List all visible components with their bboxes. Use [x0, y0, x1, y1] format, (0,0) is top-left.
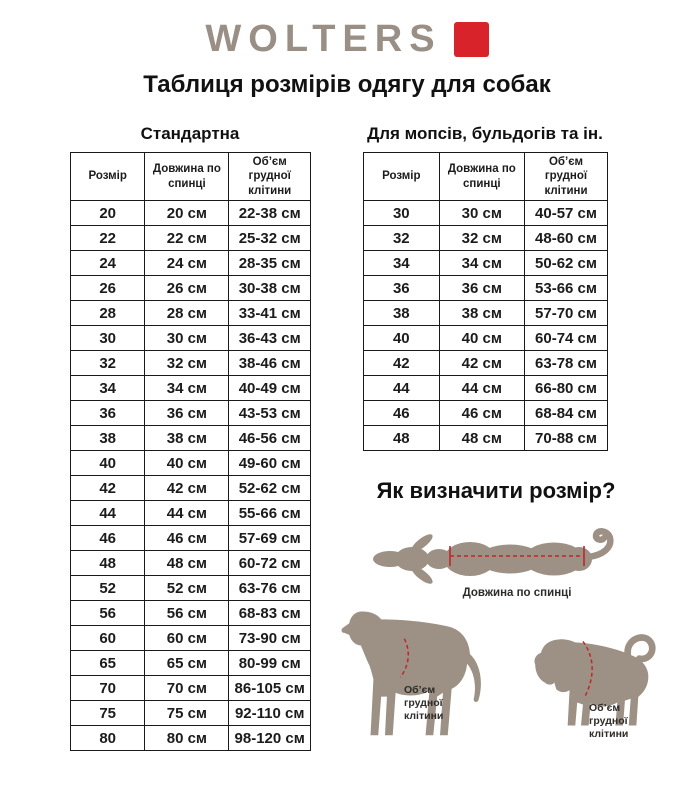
table-row [71, 326, 311, 351]
table-cell: 30 [71, 326, 145, 351]
table-cell: 34 [364, 251, 440, 276]
brand-logo [0, 20, 694, 58]
table-cell: 32 см [145, 351, 229, 376]
column-header: Об’єм грудної клітини [525, 153, 608, 201]
table-cell: 66-80 см [525, 376, 608, 401]
table-row [71, 626, 311, 651]
table-row [71, 426, 311, 451]
table-cell: 33-41 см [229, 301, 311, 326]
table-cell: 75 см [145, 701, 229, 726]
table-row [71, 501, 311, 526]
table-cell: 57-69 см [229, 526, 311, 551]
table-cell: 80-99 см [229, 651, 311, 676]
table-row [364, 301, 608, 326]
table-cell: 36 [364, 276, 440, 301]
table-header-row [364, 153, 608, 201]
table-row [364, 351, 608, 376]
dog-top-view-silhouette [372, 528, 662, 588]
table-cell: 52 [71, 576, 145, 601]
table-cell: 43-53 см [229, 401, 311, 426]
table-cell: 70 см [145, 676, 229, 701]
table-row [364, 326, 608, 351]
table-row [364, 201, 608, 226]
table-cell: 50-62 см [525, 251, 608, 276]
table-row [71, 526, 311, 551]
table-cell: 60-72 см [229, 551, 311, 576]
table-row [364, 376, 608, 401]
table-cell: 56 [71, 601, 145, 626]
table-row [71, 301, 311, 326]
table-cell: 98-120 см [229, 726, 311, 751]
table-cell: 48 [71, 551, 145, 576]
standard-size-table [70, 152, 311, 751]
table-cell: 36-43 см [229, 326, 311, 351]
table-cell: 70-88 см [525, 426, 608, 451]
table-cell: 40-49 см [229, 376, 311, 401]
table-cell: 38 см [145, 426, 229, 451]
table-cell: 26 см [145, 276, 229, 301]
table-cell: 34 [71, 376, 145, 401]
table-row [364, 226, 608, 251]
table-cell: 65 см [145, 651, 229, 676]
table-cell: 40 см [439, 326, 524, 351]
table-cell: 32 см [439, 226, 524, 251]
table-cell: 80 см [145, 726, 229, 751]
table-row [71, 576, 311, 601]
back-length-label: Довжина по спинці [462, 587, 572, 599]
table-cell: 36 см [145, 401, 229, 426]
table-cell: 24 [71, 251, 145, 276]
table-cell: 32 [364, 226, 440, 251]
table-cell: 46-56 см [229, 426, 311, 451]
table-cell: 48 см [145, 551, 229, 576]
table-cell: 75 [71, 701, 145, 726]
table-cell: 80 [71, 726, 145, 751]
column-header: Об’єм грудної клітини [229, 153, 311, 201]
table-cell: 25-32 см [229, 226, 311, 251]
table-row [71, 476, 311, 501]
table-cell: 32 [71, 351, 145, 376]
table-cell: 63-76 см [229, 576, 311, 601]
table-row [71, 651, 311, 676]
pug-table-caption: Для мопсів, бульдогів та ін. [367, 124, 603, 143]
table-cell: 68-83 см [229, 601, 311, 626]
table-cell: 73-90 см [229, 626, 311, 651]
table-cell: 36 [71, 401, 145, 426]
table-cell: 65 [71, 651, 145, 676]
table-row [71, 226, 311, 251]
table-cell: 44 см [439, 376, 524, 401]
table-cell: 60-74 см [525, 326, 608, 351]
table-cell: 60 [71, 626, 145, 651]
table-cell: 48 см [439, 426, 524, 451]
table-cell: 22 см [145, 226, 229, 251]
pug-bulldog-size-table [363, 152, 608, 451]
table-row [71, 376, 311, 401]
table-cell: 42 см [145, 476, 229, 501]
table-cell: 22 [71, 226, 145, 251]
table-cell: 70 [71, 676, 145, 701]
column-header: Розмір [364, 153, 440, 201]
table-cell: 30 см [439, 201, 524, 226]
table-cell: 55-66 см [229, 501, 311, 526]
table-row [71, 451, 311, 476]
table-row [364, 276, 608, 301]
column-header: Довжина по спинці [145, 153, 229, 201]
table-cell: 20 см [145, 201, 229, 226]
brand-logo-square-icon [454, 22, 489, 57]
table-cell: 68-84 см [525, 401, 608, 426]
table-cell: 46 см [145, 526, 229, 551]
chest-volume-label: Об’єм грудної клітини [404, 684, 444, 722]
table-row [71, 676, 311, 701]
table-cell: 34 см [439, 251, 524, 276]
table-header-row [71, 153, 311, 201]
table-cell: 40-57 см [525, 201, 608, 226]
table-cell: 49-60 см [229, 451, 311, 476]
table-row [71, 726, 311, 751]
table-cell: 44 см [145, 501, 229, 526]
chest-volume-label: Об’єм грудної клітини [589, 702, 629, 740]
table-cell: 24 см [145, 251, 229, 276]
table-cell: 30-38 см [229, 276, 311, 301]
column-header: Довжина по спинці [439, 153, 524, 201]
table-cell: 26 [71, 276, 145, 301]
brand-logo-text: WOLTERS [205, 18, 442, 60]
table-cell: 46 [71, 526, 145, 551]
table-row [71, 201, 311, 226]
table-cell: 60 см [145, 626, 229, 651]
table-cell: 36 см [439, 276, 524, 301]
table-cell: 38 [71, 426, 145, 451]
table-row [364, 401, 608, 426]
table-cell: 38 см [439, 301, 524, 326]
table-cell: 48 [364, 426, 440, 451]
table-row [364, 251, 608, 276]
table-cell: 44 [71, 501, 145, 526]
table-cell: 20 [71, 201, 145, 226]
table-cell: 52-62 см [229, 476, 311, 501]
table-row [71, 601, 311, 626]
table-cell: 42 [71, 476, 145, 501]
guide-heading: Як визначити розмір? [376, 478, 616, 503]
table-row [71, 251, 311, 276]
table-cell: 28-35 см [229, 251, 311, 276]
table-cell: 28 см [145, 301, 229, 326]
table-row [71, 351, 311, 376]
table-cell: 38-46 см [229, 351, 311, 376]
table-cell: 42 [364, 351, 440, 376]
table-cell: 63-78 см [525, 351, 608, 376]
table-cell: 42 см [439, 351, 524, 376]
table-row [71, 276, 311, 301]
table-cell: 38 [364, 301, 440, 326]
page-title: Таблиця розмірів одягу для собак [143, 71, 551, 98]
table-cell: 52 см [145, 576, 229, 601]
standard-table-caption: Стандартна [140, 124, 240, 143]
table-cell: 28 [71, 301, 145, 326]
table-cell: 22-38 см [229, 201, 311, 226]
table-cell: 40 см [145, 451, 229, 476]
column-header: Розмір [71, 153, 145, 201]
table-cell: 30 [364, 201, 440, 226]
table-cell: 34 см [145, 376, 229, 401]
table-row [71, 701, 311, 726]
table-row [364, 426, 608, 451]
table-cell: 48-60 см [525, 226, 608, 251]
table-row [71, 551, 311, 576]
dog-tail [588, 531, 610, 557]
table-cell: 46 [364, 401, 440, 426]
table-cell: 53-66 см [525, 276, 608, 301]
table-cell: 86-105 см [229, 676, 311, 701]
table-row [71, 401, 311, 426]
table-cell: 57-70 см [525, 301, 608, 326]
table-cell: 44 [364, 376, 440, 401]
table-cell: 40 [71, 451, 145, 476]
table-cell: 56 см [145, 601, 229, 626]
table-cell: 92-110 см [229, 701, 311, 726]
table-cell: 30 см [145, 326, 229, 351]
table-cell: 46 см [439, 401, 524, 426]
table-cell: 40 [364, 326, 440, 351]
